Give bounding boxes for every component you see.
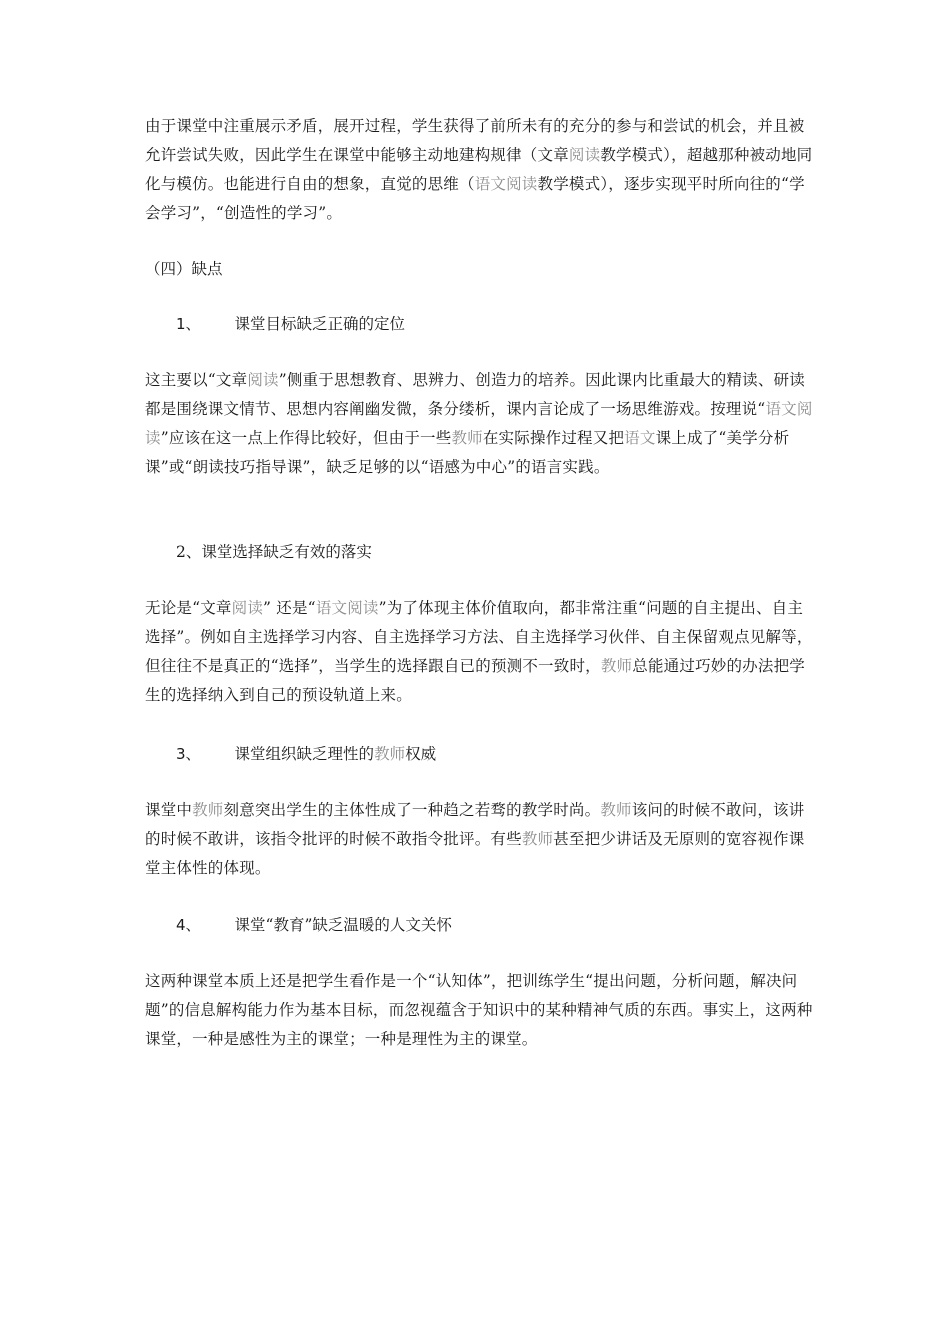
highlighted-term: 语文阅读 [474, 175, 538, 193]
heading-4 [176, 914, 452, 936]
highlighted-term: 教师 [521, 830, 554, 848]
text-run: 课堂中 [145, 801, 193, 819]
heading-3-number: 3、 [176, 745, 201, 763]
text-run: 刻意突出学生的主体性成了一种趋之若骛的教学时尚。 [223, 801, 601, 819]
heading-1 [176, 313, 405, 335]
highlighted-term: 语文 [624, 429, 656, 447]
highlighted-term: 教师 [451, 429, 483, 447]
text-run: 总能通过巧妙的办法把学生的选择纳入到自己的预设轨道上来。 [145, 657, 805, 704]
text-run: 由于课堂中注重展示矛盾，展开过程，学生获得了前所未有的充分的参与和尝试的机会，并且被允许尝试失败，因此学生在课堂中能够主动地建构规律（文章 [145, 117, 805, 164]
text-run: ”为了体现主体价值取向，都非常注重“问题的自主提出、自主选择”。例如自主选择学习内容、自主选择学习方法、自主选择学习伙伴、自主保留观点见解等，但往往不是真正的“选择”，当学生的选择跟自已的预测不一致时， [145, 599, 813, 675]
heading-1-text: 课堂目标缺乏正确的定位 [234, 315, 406, 333]
text-run: 这主要以“文章 [145, 371, 248, 389]
heading-3-text-post: 权威 [405, 745, 437, 763]
heading-4-number: 4、 [176, 916, 201, 934]
heading-3-text-link: 教师 [374, 745, 406, 763]
heading-1-number: 1、 [176, 315, 201, 333]
highlighted-term: 语文阅读 [145, 400, 813, 447]
heading-3-text-pre: 课堂组织缺乏理性的 [234, 745, 375, 763]
text-run: 甚至把少讲话及无原则的宽容视作课堂主体性的体现。 [145, 830, 805, 877]
heading-2: 2、课堂选择缺乏有效的落实 [176, 543, 372, 561]
highlighted-term: 阅读 [568, 146, 601, 164]
text-run: 在实际操作过程又把 [482, 429, 625, 447]
highlighted-term: 教师 [600, 657, 633, 675]
highlighted-term: 阅读 [247, 371, 279, 389]
heading-3 [176, 743, 436, 765]
paragraph-3 [145, 796, 813, 883]
paragraph-2 [145, 594, 813, 710]
heading-4-text: 课堂“教育”缺乏温暖的人文关怀 [234, 916, 452, 934]
highlighted-term: 语文阅读 [315, 599, 379, 617]
text-run: 课上成了“美学分析课”或“朗读技巧指导课”，缺乏足够的以“语感为中心”的语言实践。 [145, 429, 790, 476]
text-run: ” 还是“ [263, 599, 316, 617]
paragraph-1 [145, 366, 813, 482]
section-heading-shortcomings: （四）缺点 [145, 260, 223, 278]
highlighted-term: 教师 [192, 801, 224, 819]
text-run: 该问的时候不敢问，该讲的时候不敢讲，该指令批评的时候不敢指令批评。有些 [145, 801, 805, 848]
text-run: ”侧重于思想教育、思辨力、创造力的培养。因此课内比重最大的精读、研读都是围绕课文情节、思想内容阐幽发微，条分缕析，课内言论成了一场思维游戏。按理说“ [145, 371, 805, 418]
text-run: 这两种课堂本质上还是把学生看作是一个“认知体”，把训练学生“提出问题，分析问题，解决问题”的信息解构能力作为基本目标，而忽视蕴含于知识中的某种精神气质的东西。事实上，这两种课堂，一种是感性为主的课堂；一种是理性为主的课堂。 [145, 972, 813, 1048]
highlighted-term: 阅读 [231, 599, 264, 617]
text-run: 教学模式），超越那种被动地同化与模仿。也能进行自由的想象，直觉的思维（ [145, 146, 813, 193]
paragraph-4 [145, 967, 813, 1054]
highlighted-term: 教师 [600, 801, 632, 819]
intro-paragraph [145, 112, 813, 228]
text-run: 无论是“文章 [145, 599, 232, 617]
text-run: ”应该在这一点上作得比较好，但由于一些 [160, 429, 452, 447]
text-run: 教学模式），逐步实现平时所向往的“学会学习”，“创造性的学习”。 [145, 175, 805, 222]
